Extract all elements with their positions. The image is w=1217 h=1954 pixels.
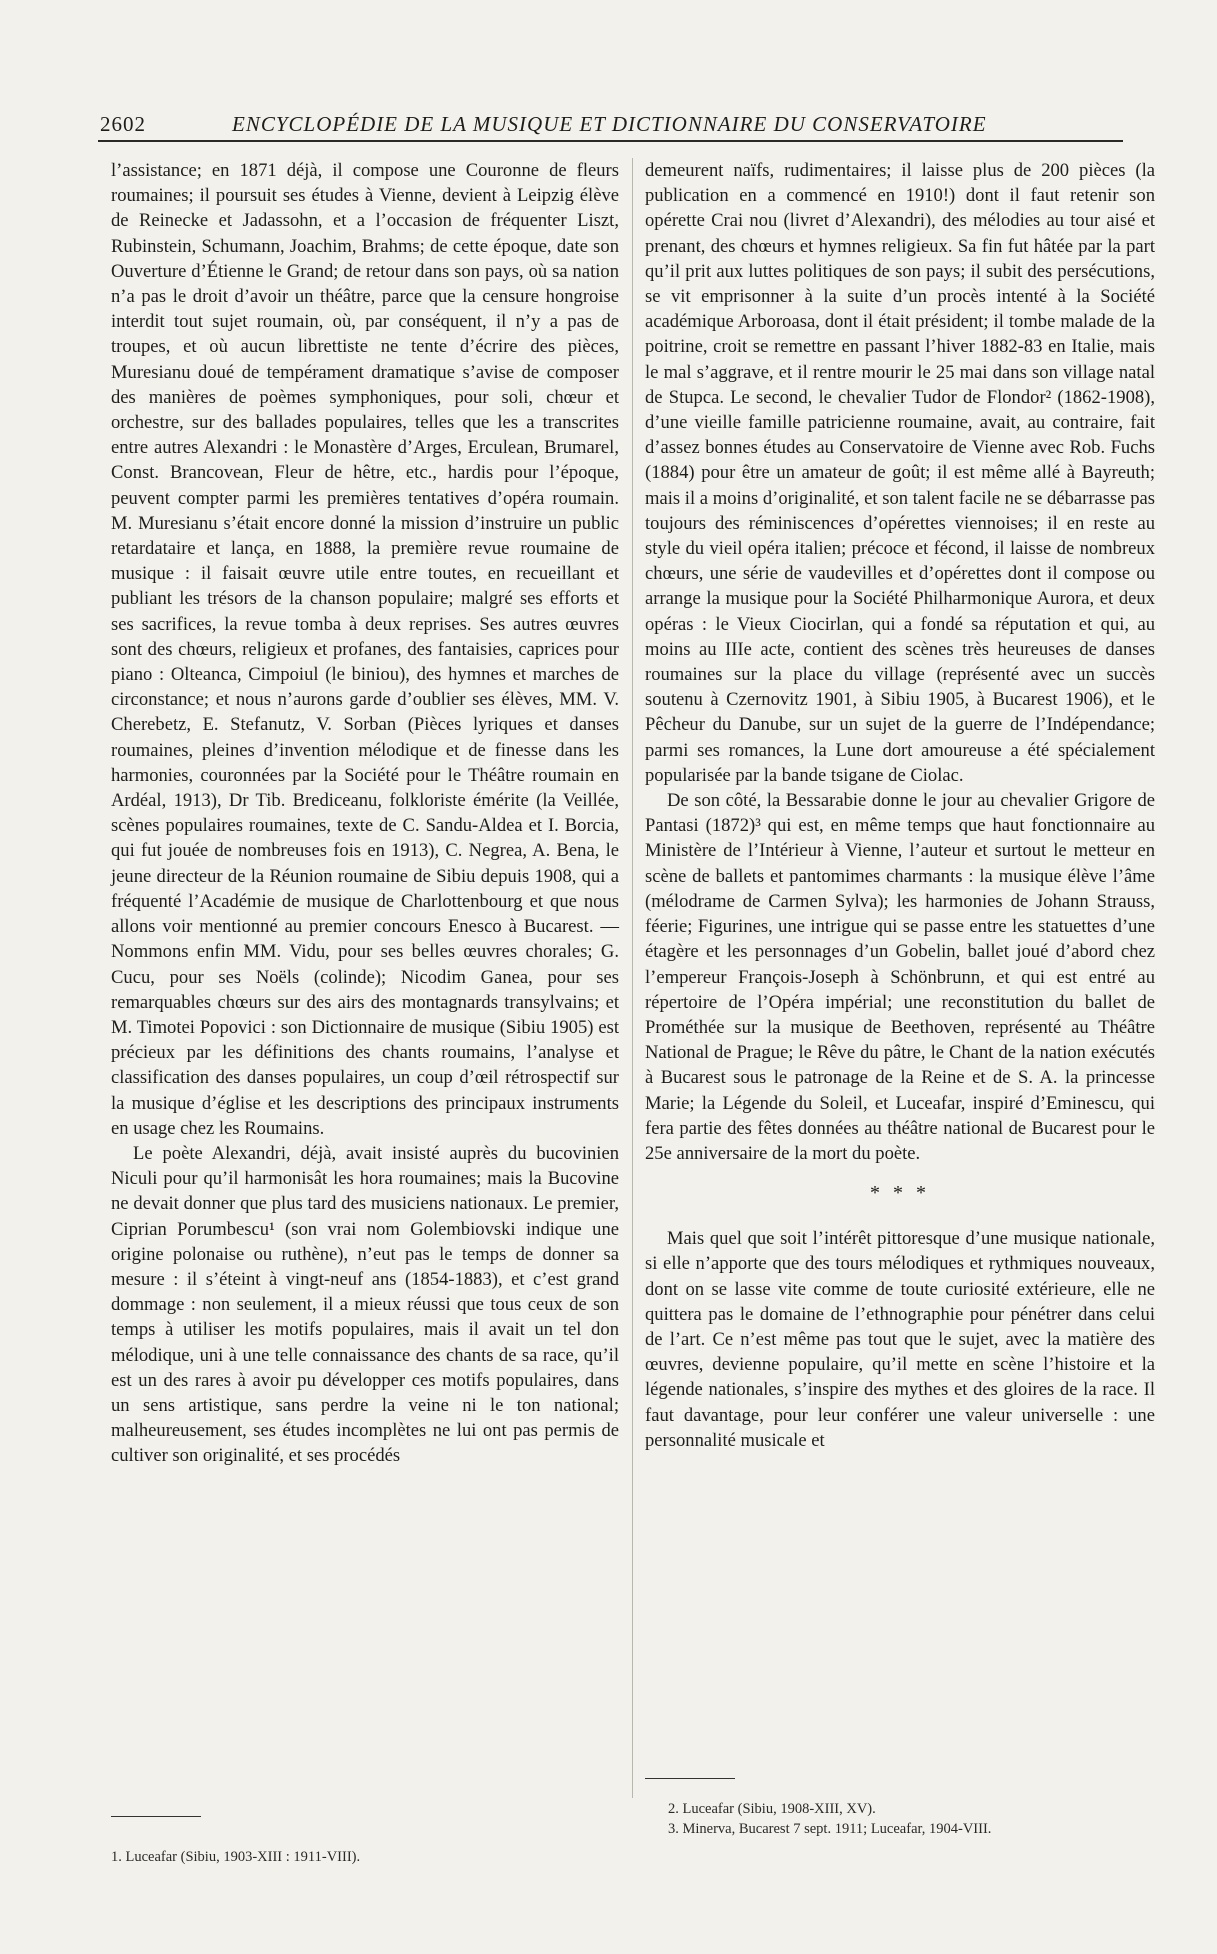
footnote: 1. Luceafar (Sibiu, 1903-XIII : 1911-VIII). [111, 1849, 361, 1865]
section-separator: * * * [870, 1182, 930, 1205]
footnote-rule [645, 1778, 735, 1779]
footnote: 2. Luceafar (Sibiu, 1908-XIII, XV). [668, 1801, 876, 1817]
paragraph: demeurent naïfs, rudimentaires; il laisse plus de 200 pièces (la publication en a commencé en 1910!) dont il faut retenir son opérette Crai nou (livret d’Alexandri), des mélodies au tour aisé et prenant, des chœurs et hymnes religieux. Sa fin fut hâtée par la part qu’il prit aux luttes politiques de son pays; il subit des persécutions, se vit emprisonner à la suite d’un procès intenté à la Société académique Arboroasa, dont il était président; il tombe malade de la poitrine, croit se remettre en passant l’hiver 1882-83 en Italie, mais le mal s’aggrave, et il rentre mourir le 25 mai dans son village natal de Stupca. Le second, le chevalier Tudor de Flondor² (1862-1908), d’une vieille famille patricienne roumaine, avait, au contraire, fait d’assez bonnes études au Conservatoire de Vienne avec Rob. Fuchs (1884) pour être un amateur de goût; il est même allé à Bayreuth; mais il a moins d’originalité, et son talent facile ne se débarrasse pas toujours des réminiscences d’opérettes viennoises; il en reste au style du vieil opéra italien; précoce et fécond, il laisse de nombreux chœurs, une série de vaudevilles et d’opérettes dont il compose ou arrange la musique pour la Société Philharmonique Aurora, et deux opéras : le Vieux Ciocirlan, qui a fondé sa réputation et qui, au moins au IIIe acte, contient des scènes très heureuses de danses roumaines sur la place du village (représenté avec un succès soutenu à Czernovitz 1901, à Sibiu 1905, à Bucarest 1906), et le Pêcheur du Danube, sur un sujet de la guerre de l’Indépendance; parmi ses romances, la Lune dort amoureuse a été spécialement popularisée par la bande tsigane de Ciolac. [645, 160, 1155, 786]
paragraph: l’assistance; en 1871 déjà, il compose une Couronne de fleurs roumaines; il poursuit ses études à Vienne, devient à Leipzig élève de Reinecke et Jadassohn, et a l’occasion de fréquenter Liszt, Rubinstein, Schumann, Joachim, Brahms; de cette époque, date son Ouverture d’Étienne le Grand; de retour dans son pays, où sa nation n’a pas le droit d’avoir un théâtre, parce que la censure hongroise interdit tout sujet roumain, où, par conséquent, il n’y a pas de troupes, et où aucun librettiste ne tente d’écrire des pièces, Muresianu doué de tempérament dramatique s’avise de composer des manières de poèmes symphoniques, pour soli, chœur et orchestre, sur des ballades populaires, telles que les a transcrites entre autres Alexandri : le Monastère d’Arges, Erculean, Brumarel, Const. Brancovean, Fleur de hêtre, etc., hardis pour l’époque, peuvent compter parmi les premières tentatives d’opéra roumain. M. Muresianu s’était encore donné la mission d’instruire un public retardataire et lança, en 1888, la première revue roumaine de musique : il faisait œuvre utile entre toutes, en recueillant et publiant les trésors de la chanson populaire; malgré ses efforts et ses sacrifices, la revue tomba à deux reprises. Ses autres œuvres sont des chœurs, religieux et profanes, des fantaisies, caprices pour piano : Olteanca, Cimpoiul (le biniou), des hymnes et marches de circonstance; et nous n’aurons garde d’oublier ses élèves, MM. V. Cherebetz, E. Stefanutz, V. Sorban (Pièces lyriques et danses roumaines, pleines d’invention mélodique et de finesse dans les harmonies, couronnées par la Société pour le Théâtre roumain en Ardéal, 1913), Dr Tib. Brediceanu, folkloriste émérite (la Veillée, scènes populaires roumaines, texte de C. Sandu-Aldea et I. Borcia, qui fut jouée de nombreuses fois en 1913), C. Negrea, A. Bena, le jeune directeur de la Réunion roumaine de Sibiu depuis 1908, qui a fréquenté l’Académie de musique de Charlottenbourg et que nous allons voir mentionné au premier concours Enesco à Bucarest. — Nommons enfin MM. Vidu, pour ses belles œuvres chorales; G. Cucu, pour ses Noëls (colinde); Nicodim Ganea, pour ses remarquables chœurs sur des airs des montagnards transylvains; et M. Timotei Popovici : son Dictionnaire de musique (Sibiu 1905) est précieux par les définitions des chants roumains, l’analyse et classification des danses populaires, un coup d’œil rétrospectif sur la musique d’église et les descriptions des principaux instruments en usage chez les Roumains. [111, 160, 619, 1139]
paragraph: Le poète Alexandri, déjà, avait insisté auprès du bucovinien Niculi pour qu’il harmonisât les hora roumaines; mais la Bucovine ne devait donner que plus tard des musiciens nationaux. Le premier, Ciprian Porumbescu¹ (son vrai nom Golembiovski indique une origine polonaise ou ruthène), n’eut pas le temps de donner sa mesure : il s’éteint à vingt-neuf ans (1854-1883), et c’est grand dommage : non seulement, il a mieux réussi que tous ceux de son temps à utiliser les motifs populaires, mais il avait un tel don mélodique, uni à une telle connaissance des chants de sa race, qu’il est un des rares à avoir pu développer ces motifs populaires, dans un sens artistique, sans perdre la veine ni le ton national; malheureusement, ses études incomplètes ne lui ont pas permis de cultiver son originalité, et ses procédés [111, 1142, 619, 1467]
footnote: 3. Minerva, Bucarest 7 sept. 1911; Luceafar, 1904-VIII. [668, 1821, 992, 1837]
running-title: ENCYCLOPÉDIE DE LA MUSIQUE ET DICTIONNAIRE DU CONSERVATOIRE [232, 112, 987, 136]
right-column [645, 158, 1155, 1453]
page-header [100, 112, 1100, 142]
left-column [111, 158, 619, 1469]
footnote-rule [111, 1816, 201, 1817]
column-divider [632, 158, 633, 1798]
header-rule [98, 140, 1123, 142]
paragraph: De son côté, la Bessarabie donne le jour au chevalier Grigore de Pantasi (1872)³ qui est, en même temps que haut fonctionnaire au Ministère de l’Intérieur à Vienne, l’auteur et surtout le metteur en scène de ballets et pantomimes charmants : la musique élève l’âme (mélodrame de Carmen Sylva); les harmonies de Johann Strauss, féerie; Figurines, une intrigue qui se passe entre les statuettes d’une étagère et les personnages d’un Gobelin, ballet joué d’abord chez l’empereur François-Joseph à Schönbrunn, et qui est entré au répertoire de l’Opéra impérial; une reconstitution du ballet de Prométhée sur la musique de Beethoven, représenté au Théâtre National de Prague; le Rêve du pâtre, le Chant de la nation exécutés à Bucarest sous le patronage de la Reine et de S. A. la princesse Marie; la Légende du Soleil, et Luceafar, inspiré d’Eminescu, qui fera partie des fêtes données au théâtre national de Bucarest pour le 25e anniversaire de la mort du poète. [645, 790, 1155, 1164]
page-number: 2602 [100, 112, 146, 136]
paragraph: Mais quel que soit l’intérêt pittoresque d’une musique nationale, si elle n’apporte que des tours mélodiques et rythmiques nouveaux, dont on se lasse vite comme de toute curiosité extérieure, elle ne quittera pas le domaine de l’ethnographie pour pénétrer dans celui de l’art. Ce n’est même pas tout que le sujet, avec la matière des œuvres, devienne populaire, qu’il mette en scène l’histoire et la légende nationales, s’inspire des mythes et des gloires de la race. Il faut davantage, pour leur conférer une valeur universelle : une personnalité musicale et [645, 1228, 1155, 1451]
